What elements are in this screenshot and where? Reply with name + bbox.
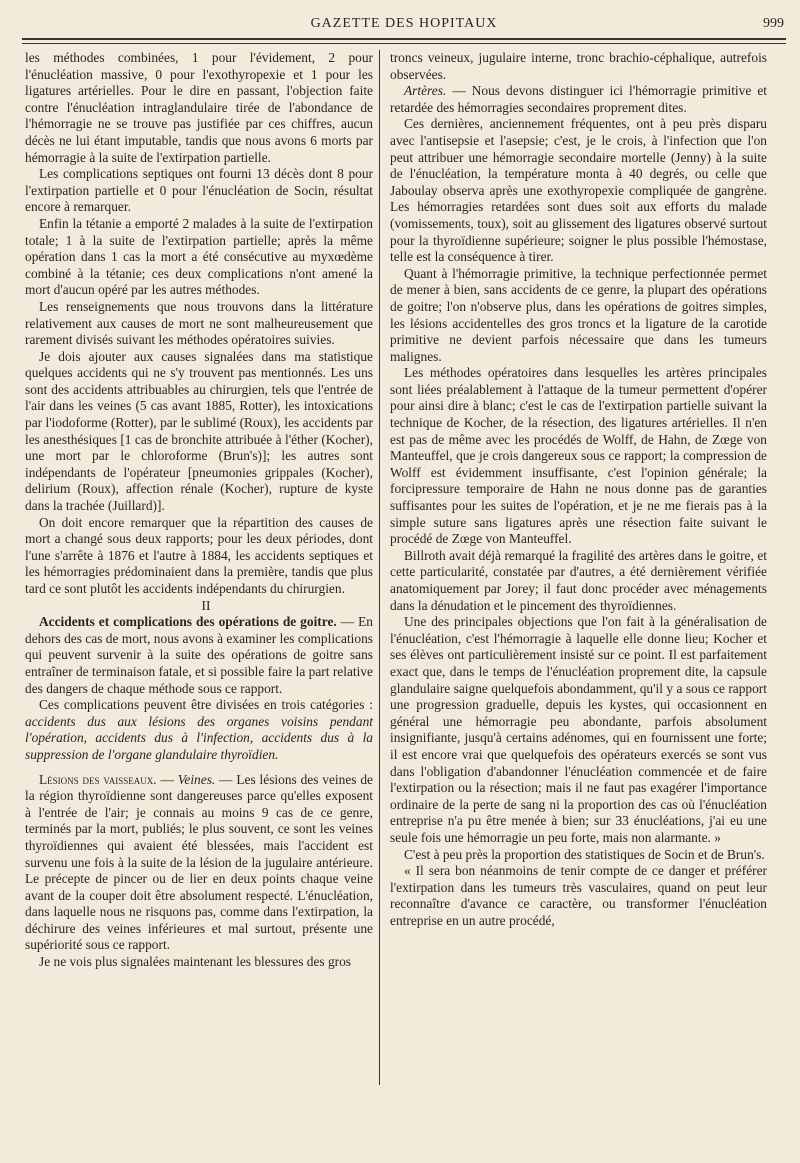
column-divider: [379, 50, 380, 1085]
section-heading-paragraph: [25, 614, 373, 697]
paragraph: On doit encore remarquer que la répartition des causes de mort a changé sous deux rapports; pour les deux périodes, dont l'une s'arrête à 1876 et l'autre à 1884, les accidents septiques et les hémorragies prédominaient dans la première, tandis que plus tard ce sont plutôt les accidents indépendants du chirurgien.: [25, 514, 373, 596]
paragraph: Je dois ajouter aux causes signalées dans ma statistique quelques accidents qui ne s'y trouvent pas mentionnés. Les uns sont des accidents attribuables au chirurgien, tels que l'entrée de l'air dans les veines (5 cas avant 1885, Rotter), les intoxications par l'iodoforme (Rotter), par le sublimé (Roux), les accidents par les anesthésiques [1 cas de bronchite attribuée à l'éther (Kocher), une mort par le chloroforme (Brun's)]; les autres sont indépendants de l'opérateur [pneumonies grippales (Kocher), delirium (Roux), affection rénale (Kocher), rupture de kyste dans la trachée (Juillard)].: [25, 348, 373, 514]
spacer: [25, 764, 373, 772]
paragraph: [390, 83, 767, 116]
paragraph: Je ne vois plus signalées maintenant les blessures des gros: [39, 954, 352, 970]
header-rule-thick: [22, 38, 786, 40]
paragraph: Quant à l'hémorragie primitive, la technique perfectionnée permet de mener à bien, sans accidents de ce genre, la plupart des opérations de goitre; l'on n'observe plus, dans les opérations de goitres simples, les lésions accidentelles des gros troncs et la ligature de la carotide primitive ne devient parfois nécessaire que dans les tumeurs malignes.: [390, 265, 767, 364]
category-list: accidents dus aux lésions des organes voisins pendant l'opération, accidents dus à l'infection, accidents dus à la suppression de l'organe glandulaire thyroïdien.: [25, 713, 373, 762]
paragraph: Ces dernières, anciennement fréquentes, ont à peu près disparu avec l'antisepsie et l'asepsie; c'est, je le crois, à l'infection que l'on peut attribuer une hémorragie secondaire mortelle (Jenny) à la suite de l'énucléation, la température monta à 40 degrés, ou celle que Jaboulay observa après une exothyropexie compliquée de gangrène. Les hémorragies retardées sont dues soit aux efforts du malade (vomissements, toux), soit au glissement des ligatures observé surtout pour la thyroïdienne supérieure; soigner le plus possible l'hémostase, telle est la conséquence à tirer.: [390, 116, 767, 265]
paragraph: [25, 772, 373, 955]
page-number: 999: [763, 16, 784, 31]
section-title: Accidents et complications des opérations de goitre.: [39, 614, 337, 630]
section-intro-text: — En dehors des cas de mort, nous avons à examiner les complications qui peuvent survenir à la suite des opérations de goitre sans entraîner de terminaison fatale, et si possible faire la part relative des dangers de chaque méthode sous ce rapport.: [25, 614, 373, 696]
paragraph: Enfin la tétanie a emporté 2 malades à la suite de l'extirpation totale; 1 à la suite de l'extirpation partielle; après la même opération dans 1 cas la mort a été consécutive au myxœdème combiné à la tétanie; ces deux complications n'ont amené la mort d'aucun opéré par les autres méthodes.: [25, 215, 373, 298]
paragraph: les méthodes combinées, 1 pour l'évidement, 2 pour l'énucléation massive, 0 pour l'exothyropexie et 1 pour les ligatures artérielles. Pour le dire en passant, l'objection faite contre l'énucléation intraglandulaire tirée de l'abondance de l'hémorragie ne se trouve pas justifiée par ces chiffres, aucun décès ne lui étant imputable, tandis que nous avons 6 morts par hémorragie à la suite de l'extirpation partielle.: [25, 50, 373, 165]
right-column: [390, 50, 767, 929]
section-number: II: [201, 597, 211, 613]
dash-separator: —: [156, 771, 178, 787]
subsection-subheading: Artères.: [404, 83, 447, 99]
paragraph: Les complications septiques ont fourni 13 décès dont 8 pour l'extirpation partielle et 0 pour l'énucléation de Socin, résultat encore à remarquer.: [25, 166, 373, 215]
paragraph: Une des principales objections que l'on fait à la généralisation de l'énucléation, c'est l'hémorragie à laquelle elle donne lieu; Kocher et ses élèves ont particulièrement insisté sur ce point. Il est parfaitement exact que, dans le temps de l'énucléation proprement dite, la capsule glandulaire saigne quelquefois abondamment, qu'il y a sous ce rapport une progression graduelle, depuis les kystes, qui occasionnent en général une hémorragie peu abondante, parfois absolument insignifiante, jusqu'à certains adénomes, qui en fournissent une forte; il est encore vrai que quelquefois des opérateurs exercés se sont vus dans l'obligation d'abandonner l'énucléation commencée et de faire l'extirpation ou la résection; mais il ne faut pas exagérer l'importance ordinaire de la perte de sang ni la proportion des cas où l'énucléation entreprise n'a pu être menée à bien; sur 33 énucléations, j'ai eu une seule fois une hémorragie un peu forte, mais non alarmante. »: [390, 614, 767, 845]
paragraph: Les renseignements que nous trouvons dans la littérature relativement aux causes de mort ne sont malheureusement que rarement divisés suivant les méthodes opératoires suivies.: [25, 298, 373, 348]
paragraph-text: — Les lésions des veines de la région thyroïdienne sont dangereuses parce qu'elles exposent à l'entrée de l'air; je connais au moins 9 cas de ce genre, terminés par la mort, publiés; le plus souvent, ce sont les veines thyroïdiennes qui avaient été blessées, mais l'accident est survenu une fois à la suite de la lésion de la jugulaire antérieure. Le précepte de pincer ou de lier en deux points chaque veine avant de la couper doit être absolument respecté. L'énucléation, dans laquelle nous ne risquons pas, comme dans l'extirpation, la déchirure des veines inférieures et mal surtout, présente une supériorité sous ce rapport.: [25, 771, 373, 953]
paragraph: Les méthodes opératoires dans lesquelles les artères principales sont liées préalablement à l'attaque de la tumeur permettent d'opérer pour ainsi dire à blanc; c'est le cas de l'extirpation partielle suivant la technique de Kocher, de la résection, des ligatures artérielles. Il n'en est pas de même avec les procédés de Wolff, de Hahn, de Zœge von Manteuffel, que je crois dangereux sous ce rapport; la compression de Wolff est évidemment insuffisante, c'est l'opinion générale; la forcipressure temporaire de Hahn ne nous donne pas de garanties suffisantes pour les suites de l'opération, et je ne me fierais pas à la simple suture sans ligatures après une résection faite suivant le procédé de Zœge von Manteuffel.: [390, 365, 767, 547]
paragraph-text: Ces complications peuvent être divisées en trois catégories :: [39, 697, 373, 713]
paragraph: C'est à peu près la proportion des statistiques de Socin et de Brun's.: [404, 846, 765, 862]
subsection-heading: Lésions des vaisseaux.: [39, 771, 157, 787]
paragraph-text: — Nous devons distinguer ici l'hémorragie primitive et retardée des hémorragies secondaires proprement dites.: [390, 83, 767, 115]
paragraph: Billroth avait déjà remarqué la fragilité des artères dans le goitre, et cette particularité, constatée par d'autres, a été dernièrement vérifiée anatomiquement par Jorey; il faut donc procéder avec ménagements dans la dénudation et le pincement des thyroïdiennes.: [390, 547, 767, 613]
paragraph: troncs veineux, jugulaire interne, tronc brachio-céphalique, autrefois observées.: [390, 50, 767, 82]
paragraph: [25, 697, 373, 763]
subsection-subheading: Veines.: [177, 771, 216, 787]
journal-title: GAZETTE DES HOPITAUX: [310, 16, 498, 31]
paragraph: « Il sera bon néanmoins de tenir compte de ce danger et préférer l'extirpation dans les tumeurs très vasculaires, quand on peut leur reconnaître d'avance ce caractère, ou transformer l'énucléation entreprise en un autre procédé,: [390, 863, 767, 928]
page-header: [22, 14, 786, 40]
left-column: [25, 50, 373, 971]
header-rule-thin: [22, 43, 786, 44]
